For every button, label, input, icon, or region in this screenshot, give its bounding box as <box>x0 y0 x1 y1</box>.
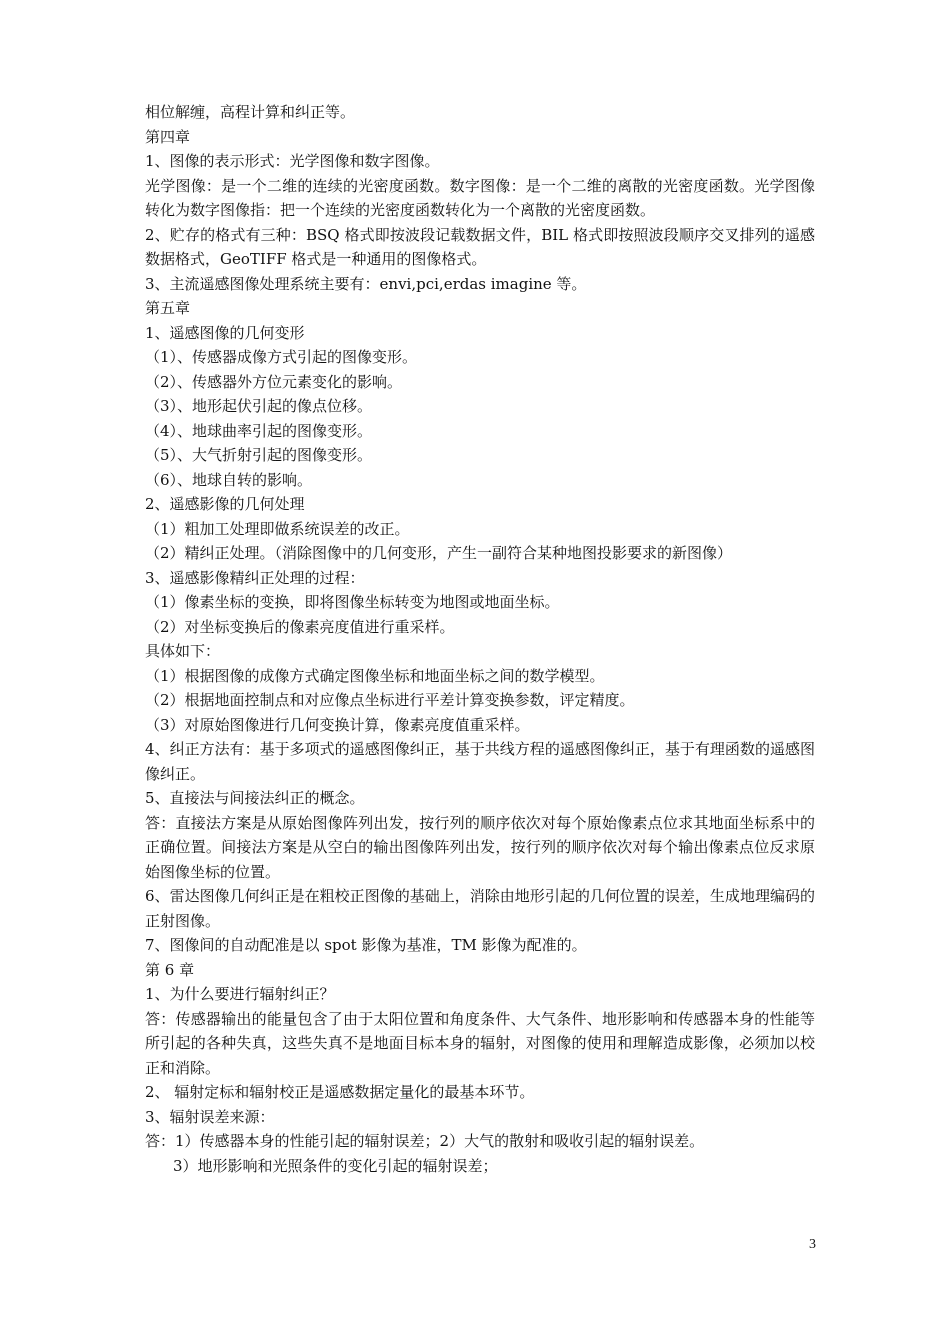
ch5-item-3-detail-3: （3）对原始图像进行几何变换计算，像素亮度值重采样。 <box>145 715 530 734</box>
page-number: 3 <box>809 1237 816 1252</box>
chapter-6-heading: 第 6 章 <box>145 960 195 979</box>
chapter-5-heading: 第五章 <box>145 299 191 317</box>
ch5-item-1-sub-2: （2）、传感器外方位元素变化的影响。 <box>145 372 403 391</box>
ch5-item-2-sub-2: （2）精纠正处理。（消除图像中的几何变形，产生一副符合某种地图投影要求的新图像） <box>145 544 733 562</box>
ch5-item-4: 4、纠正方法有：基于多项式的遥感图像纠正，基于共线方程的遥感图像纠正，基于有理函数的遥感图像纠正。 <box>145 740 815 783</box>
ch5-item-1-sub-6: （6）、地球自转的影响。 <box>145 470 313 489</box>
ch4-item-1: 1、图像的表示形式：光学图像和数字图像。 <box>145 152 440 170</box>
ch6-item-3-answer: 答：1）传感器本身的性能引起的辐射误差；2）大气的散射和吸收引起的辐射误差。 <box>145 1132 705 1150</box>
ch5-item-3: 3、遥感影像精纠正处理的过程： <box>145 568 365 587</box>
chapter-4-heading: 第四章 <box>145 127 191 146</box>
ch5-item-2: 2、遥感影像的几何处理 <box>145 495 305 513</box>
ch5-item-3-detail-2: （2）根据地面控制点和对应像点坐标进行平差计算变换参数，评定精度。 <box>145 691 635 709</box>
ch4-item-2: 2、贮存的格式有三种：BSQ 格式即按波段记载数据文件，BIL 格式即按照波段顺序交叉排列的遥感数据格式，GeoTIFF 格式是一种通用的图像格式。 <box>145 225 815 268</box>
ch5-item-6: 6、雷达图像几何纠正是在粗校正图像的基础上，消除由地形引起的几何位置的误差，生成地理编码的正射图像。 <box>145 887 815 930</box>
ch5-item-1-sub-3: （3）、地形起伏引起的像点位移。 <box>145 397 373 415</box>
ch6-item-3: 3、辐射误差来源： <box>145 1107 275 1126</box>
ch5-item-3-sub-2: （2）对坐标变换后的像素亮度值进行重采样。 <box>145 617 455 636</box>
ch4-item-3: 3、主流遥感图像处理系统主要有：envi,pci,erdas imagine 等。 <box>145 274 587 293</box>
ch4-item-1-detail: 光学图像：是一个二维的连续的光密度函数。数字图像：是一个二维的离散的光密度函数。光学图像转化为数字图像指：把一个连续的光密度函数转化为一个离散的光密度函数。 <box>145 176 815 219</box>
ch5-item-3-sub-1: （1）像素坐标的变换，即将图像坐标转变为地图或地面坐标。 <box>145 593 560 611</box>
ch6-item-3-answer-cont: 3）地形影响和光照条件的变化引起的辐射误差； <box>173 1156 498 1175</box>
ch5-item-3-detail-heading: 具体如下： <box>145 642 221 660</box>
ch6-item-2: 2、 辐射定标和辐射校正是遥感数据定量化的最基本环节。 <box>145 1083 535 1101</box>
ch5-item-1: 1、遥感图像的几何变形 <box>145 323 305 342</box>
ch5-item-5: 5、直接法与间接法纠正的概念。 <box>145 789 365 807</box>
ch5-item-1-sub-5: （5）、大气折射引起的图像变形。 <box>145 446 373 464</box>
ch5-item-7: 7、图像间的自动配准是以 spot 影像为基准，TM 影像为配准的。 <box>145 936 587 954</box>
ch5-item-2-sub-1: （1）粗加工处理即做系统误差的改正。 <box>145 519 410 538</box>
text-line-continuation: 相位解缠，高程计算和纠正等。 <box>145 103 356 121</box>
ch6-item-1: 1、为什么要进行辐射纠正？ <box>145 985 335 1003</box>
ch5-item-1-sub-1: （1）、传感器成像方式引起的图像变形。 <box>145 348 418 366</box>
ch6-item-1-answer: 答：传感器输出的能量包含了由于太阳位置和角度条件、大气条件、地形影响和传感器本身的性能等所引起的各种失真，这些失真不是地面目标本身的辐射，对图像的使用和理解造成影像，必须加以校正和消除。 <box>145 1009 815 1077</box>
document-body <box>145 100 815 1178</box>
ch5-item-5-answer: 答：直接法方案是从原始图像阵列出发，按行列的顺序依次对每个原始像素点位求其地面坐标系中的正确位置。间接法方案是从空白的输出图像阵列出发，按行列的顺序依次对每个输出像素点位反求原始图像坐标的位置。 <box>145 813 815 881</box>
ch5-item-3-detail-1: （1）根据图像的成像方式确定图像坐标和地面坐标之间的数学模型。 <box>145 666 605 685</box>
ch5-item-1-sub-4: （4）、地球曲率引起的图像变形。 <box>145 421 373 440</box>
